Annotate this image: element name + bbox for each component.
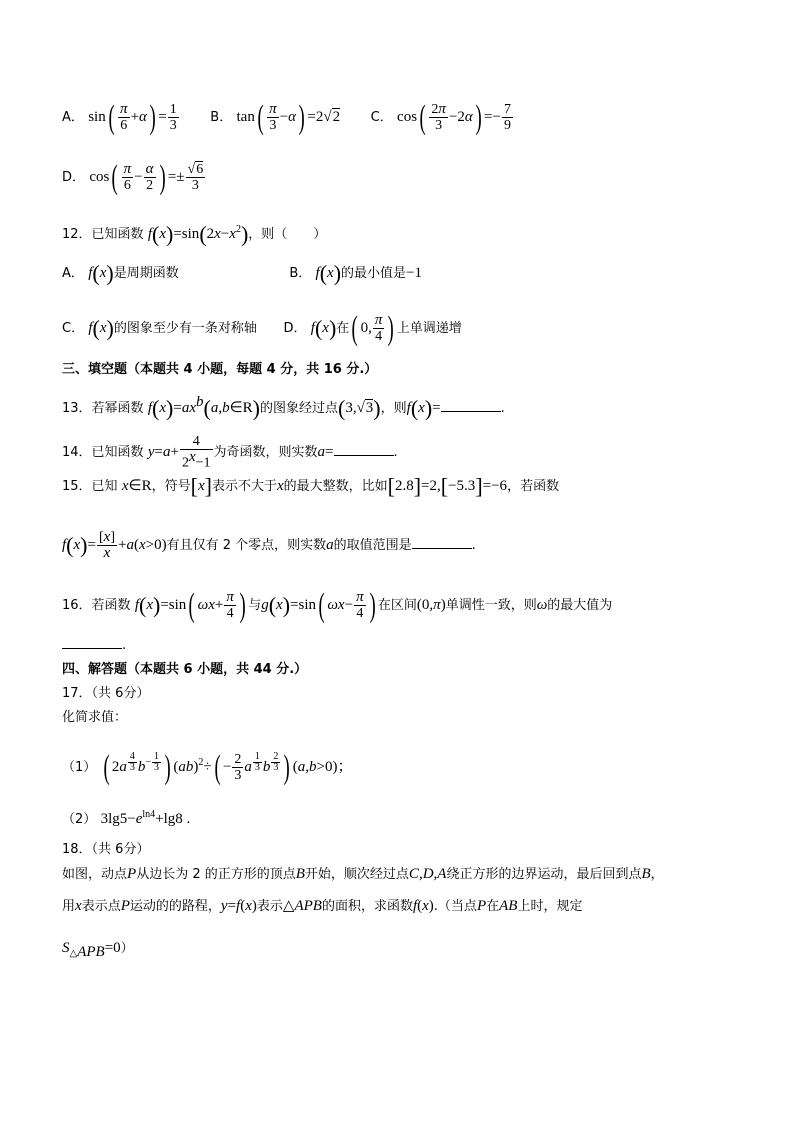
q12-opt-d-text2: 上单调递增 (396, 320, 462, 336)
q18-l1-a: 如图，动点 (62, 867, 128, 882)
q14-suffix: . (393, 444, 398, 460)
q15-line2: f(x)= $\frac{[x]}{x}$ +a(x>0)有且仅有 2 个零点，则实数a的取值范围是 . (62, 529, 476, 561)
q15-line1: 15．已知 x∈R，符号[x]表示不大于x的最大整数，比如[2.8]=2,[−5.3]=−6，若函数 (62, 473, 560, 499)
q12-opt-b-value: −1 (406, 265, 423, 281)
q15-l1-b: 表示不大于 (211, 479, 277, 494)
q18-line3: $S_{\triangle APB}=0$） (62, 940, 134, 960)
q11-opt-c-formula: cos( $\frac{2\pi}{3}$ −2α) =− $\frac{7}{9}$ (397, 98, 511, 136)
q17-part1: （1） ( 2a $^{\frac{4}{3}}$ $b^{- \frac{1}{3}}$ ) (ab)$^2$÷( − $\frac{2}{3}$ a $^{\frac{1}{3}}$ b $^{\frac{2}{3}}$ ) (a,b>0)； (62, 748, 353, 786)
q15-prefix: 15．已知 (62, 479, 118, 494)
section4-title: 四、解答题（本题共 6 小题，共 44 分.） (62, 662, 308, 677)
q13: 13．若幂函数 $f(x)=ax^b(a,b\in R)$的图象经过点(3,√3)，则f(x)= . (62, 394, 505, 421)
q13-mid: 的图象经过点 (259, 401, 338, 416)
q13-prefix: 13．若幂函数 (62, 401, 144, 416)
q16-mid2: 在区间 (377, 597, 417, 613)
q11-opt-c-label: C． (370, 109, 393, 125)
q13-suffix2: . (500, 401, 505, 416)
q18-line1: 如图，动点P从边长为 2 的正方形的顶点B开始，顺次经过点C,D,A绕正方形的边界运动，最后回到点B， (62, 866, 664, 882)
q12-options-ab: A． f(x)是周期函数 B． f(x)的最小值是−1 (62, 260, 423, 286)
q12-opt-d-text1: 在 (336, 320, 350, 336)
q12-stem-suffix: ，则（ ） (248, 227, 327, 242)
q12-opt-c-text: 的图象至少有一条对称轴 (113, 320, 257, 336)
q17-p2-label: （2） (62, 812, 97, 827)
q18-l2-g: 在 (486, 899, 500, 914)
q15-l1-c: 的最大整数，比如 (283, 479, 388, 494)
q17-part2: （2） $3\lg 5-e^{ln4}+\lg 8$ . (62, 809, 191, 827)
q12-opt-b-text: 的最小值是 (341, 266, 407, 281)
q11-options-abc (62, 98, 514, 136)
q11-opt-b-formula: tan( $\frac{\pi}{3}$ −α) =2√2 (236, 98, 341, 136)
q18-l2-a: 用 (62, 899, 76, 914)
section3-title: 三、填空题（本题共 4 小题，每题 4 分，共 16 分.） (62, 362, 378, 377)
q16-mid1: 与 (248, 597, 262, 613)
q14-mid: 为奇函数，则实数 (213, 444, 318, 460)
q18-head: 18．（共 6分） (62, 842, 150, 857)
q13-suffix1: ，则 (380, 401, 407, 416)
q12-stem (62, 220, 326, 245)
q18-l1-d: 绕正方形的边界运动，最后回到点 (446, 867, 642, 882)
q15-l2-b: 的取值范围是 (333, 537, 412, 553)
q12-opt-a-text: 是周期函数 (113, 266, 179, 281)
q16-end: . (122, 638, 127, 653)
q16-answer-line (62, 634, 126, 656)
q11-option-d (62, 158, 206, 196)
q13-answer-blank[interactable] (441, 397, 501, 412)
q12-options-cd: C． f(x)的图象至少有一条对称轴 D． f(x)在( 0, $\frac{\pi}{4}$ ) 上单调递增 (62, 309, 462, 347)
q18-l1-c: 开始，顺次经过点 (304, 867, 409, 882)
q15-l1-a: ，符号 (151, 479, 191, 494)
q11-opt-d-formula: cos( $\frac{\pi}{6}$ − $\frac{\alpha}{2}$ ) =± $\frac{√6}{3}$ (89, 158, 204, 196)
q11-opt-b-label: B． (210, 109, 233, 125)
q18-l2-b: 表示点 (81, 899, 121, 914)
q18-l2-c: 运动的的路程， (129, 899, 221, 914)
q12-opt-c-label: C． (62, 320, 85, 336)
q16-prefix: 16．若函数 (62, 597, 131, 613)
q12-opt-d-label: D． (283, 320, 307, 336)
q12-stem-prefix: 12．已知函数 (62, 227, 144, 242)
q16-mid3: 单调性一致，则 (445, 597, 537, 613)
q16: 16．若函数 f(x)=sin( ωx+ $\frac{\pi}{4}$ ) 与g(x)=sin( ωx− $\frac{\pi}{4}$ ) 在区间(0,π)单调性一致，则ω的最大值为 (62, 586, 613, 624)
q18-l1-b: 从边长为 2 的正方形的顶点 (136, 867, 296, 882)
q16-answer-blank[interactable] (62, 634, 122, 649)
q15-answer-blank[interactable] (412, 534, 472, 549)
q16-suffix: 的最大值为 (547, 597, 613, 613)
q14-answer-blank[interactable] (334, 441, 394, 456)
q12-opt-a-label: A． (62, 266, 84, 281)
q15-l2-a: 有且仅有 2 个零点，则实数 (166, 537, 327, 553)
q12-function: $f(x)=\sin(2x-x^2)$ (147, 221, 249, 247)
q14-prefix: 14．已知函数 (62, 444, 144, 460)
q18-line2: 用x表示点P运动的的路程，y=f(x)表示△APB的面积，求函数f(x).（当点P在AB上时，规定 (62, 898, 583, 914)
q11-opt-a-formula: sin( $\frac{\pi}{6}$ +α) = $\frac{1}{3}$ (88, 98, 177, 136)
q11-opt-d-label: D． (62, 169, 86, 185)
q18-l2-h: 上时，规定 (517, 899, 583, 914)
q14: 14．已知函数 y=a+ $\frac{4}{2^x-1}$ 为奇函数，则实数a= . (62, 434, 398, 471)
q17-p1-label: （1） (62, 759, 97, 775)
q18-l2-f: .（当点 (433, 899, 477, 914)
q15-l2-end: . (471, 537, 476, 553)
q18-l2-d: 表示 (256, 899, 283, 914)
q17-instruction: 化简求值： (62, 710, 128, 725)
q11-opt-a-label: A． (62, 109, 84, 125)
q18-l2-e: 的面积，求函数 (321, 899, 413, 914)
q12-opt-b-label: B． (289, 266, 312, 281)
q15-l1-d: ，若函数 (507, 479, 560, 494)
q17-head: 17．（共 6分） (62, 686, 150, 701)
